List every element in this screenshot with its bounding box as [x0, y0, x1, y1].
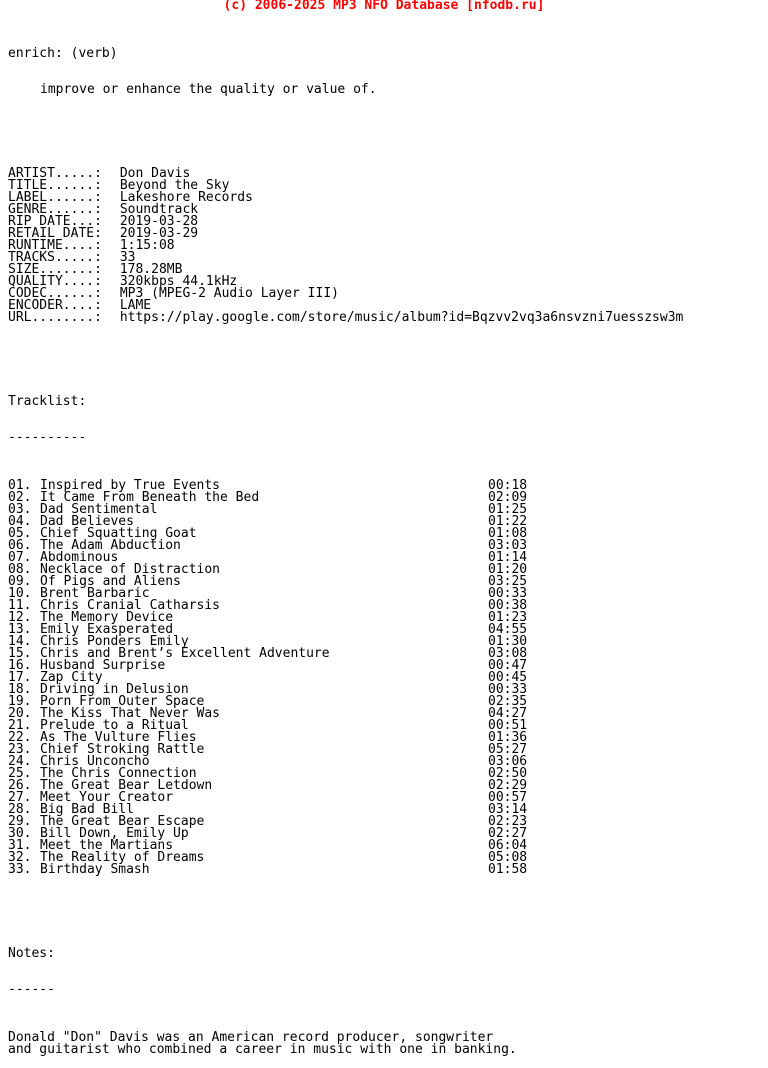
info-label: TITLE......:: [8, 178, 102, 193]
track-row: [8, 660, 683, 672]
notes-text: [8, 1032, 683, 1056]
track-duration: 00:47: [488, 658, 528, 673]
info-row: [8, 180, 683, 192]
track-number: 26.: [8, 778, 32, 793]
track-duration: 04:27: [488, 706, 528, 721]
track-title: The Kiss That Never Was: [40, 706, 221, 721]
track-duration: 01:36: [488, 730, 528, 745]
track-number: 24.: [8, 754, 32, 769]
track-title: Chris Cranial Catharsis: [40, 598, 221, 613]
track-title: Chris Ponders Emily: [40, 634, 189, 649]
track-duration: 01:20: [488, 562, 528, 577]
info-row: [8, 192, 683, 204]
track-row: [8, 840, 683, 852]
track-title: Emily Exasperated: [40, 622, 174, 637]
info-value: 2019-03-28: [119, 214, 199, 229]
info-value: LAME: [119, 298, 152, 313]
track-title: As The Vulture Flies: [40, 730, 197, 745]
info-value: MP3 (MPEG-2 Audio Layer III): [119, 286, 339, 301]
track-number: 10.: [8, 586, 32, 601]
notes-line: and guitarist who combined a career in music with one in banking.: [8, 1042, 517, 1057]
info-label: QUALITY....:: [8, 274, 102, 289]
track-number: 06.: [8, 538, 32, 553]
info-value: Lakeshore Records: [119, 190, 253, 205]
track-duration: 02:29: [488, 778, 528, 793]
track-number: 33.: [8, 862, 32, 877]
track-title: The Great Bear Escape: [40, 814, 205, 829]
track-number: 14.: [8, 634, 32, 649]
info-row: [8, 216, 683, 228]
info-label: URL........:: [8, 310, 102, 325]
track-title: The Reality of Dreams: [40, 850, 205, 865]
track-duration: 01:22: [488, 514, 528, 529]
track-row: [8, 816, 683, 828]
track-number: 23.: [8, 742, 32, 757]
track-title: Dad Sentimental: [40, 502, 158, 517]
track-number: 07.: [8, 550, 32, 565]
tracklist: [8, 480, 683, 876]
track-number: 11.: [8, 598, 32, 613]
track-duration: 00:33: [488, 682, 528, 697]
track-number: 20.: [8, 706, 32, 721]
track-number: 04.: [8, 514, 32, 529]
track-title: Husband Surprise: [40, 658, 166, 673]
track-title: Chief Stroking Rattle: [40, 742, 205, 757]
track-number: 16.: [8, 658, 32, 673]
track-duration: 00:18: [488, 478, 528, 493]
track-duration: 01:30: [488, 634, 528, 649]
track-duration: 00:33: [488, 586, 528, 601]
track-title: Of Pigs and Aliens: [40, 574, 181, 589]
track-duration: 00:57: [488, 790, 528, 805]
track-duration: 04:55: [488, 622, 528, 637]
info-value: 1:15:08: [119, 238, 175, 253]
info-value: Beyond the Sky: [119, 178, 230, 193]
track-number: 22.: [8, 730, 32, 745]
info-label: RIP DATE...:: [8, 214, 102, 229]
track-duration: 00:51: [488, 718, 528, 733]
track-title: Dad Believes: [40, 514, 134, 529]
info-label: CODEC......:: [8, 286, 102, 301]
info-row: [8, 240, 683, 252]
info-label: SIZE.......:: [8, 262, 102, 277]
track-title: It Came From Beneath the Bed: [40, 490, 260, 505]
track-number: 25.: [8, 766, 32, 781]
track-title: Bill Down, Emily Up: [40, 826, 189, 841]
info-row: [8, 252, 683, 264]
info-value: 178.28MB: [119, 262, 183, 277]
track-number: 30.: [8, 826, 32, 841]
info-row: [8, 168, 683, 180]
info-value: 33: [119, 250, 136, 265]
info-value: https://play.google.com/store/music/album?id=Bqzvv2vq3a6nsvzni7uesszsw3m: [119, 310, 684, 325]
definition-meaning: improve or enhance the quality or value of.: [40, 82, 377, 97]
info-label: RETAIL DATE:: [8, 226, 102, 241]
track-number: 32.: [8, 850, 32, 865]
track-title: Abdominous: [40, 550, 119, 565]
track-title: Brent Barbaric: [40, 586, 150, 601]
track-title: Chris and Brent’s Excellent Adventure: [40, 646, 330, 661]
track-title: Zap City: [40, 670, 103, 685]
track-number: 08.: [8, 562, 32, 577]
track-duration: 01:23: [488, 610, 528, 625]
track-row: [8, 768, 683, 780]
track-row: [8, 864, 683, 876]
blank-line: [8, 120, 683, 132]
info-label: ENCODER....:: [8, 298, 102, 313]
definition-word: enrich: (verb): [8, 46, 118, 61]
track-duration: 02:50: [488, 766, 528, 781]
notes-underline: ------: [8, 982, 55, 997]
track-row: [8, 852, 683, 864]
track-title: The Adam Abduction: [40, 538, 181, 553]
track-duration: 01:58: [488, 862, 528, 877]
info-value: Soundtrack: [119, 202, 199, 217]
track-row: [8, 780, 683, 792]
info-row: [8, 288, 683, 300]
track-title: The Memory Device: [40, 610, 174, 625]
notes-line: Donald "Don" Davis was an American record producer, songwriter: [8, 1030, 494, 1045]
info-label: GENRE......:: [8, 202, 102, 217]
track-row: [8, 828, 683, 840]
info-row: [8, 312, 683, 324]
track-duration: 05:27: [488, 742, 528, 757]
info-label: LABEL......:: [8, 190, 102, 205]
track-row: [8, 804, 683, 816]
track-title: Prelude to a Ritual: [40, 718, 189, 733]
track-title: Birthday Smash: [40, 862, 150, 877]
track-number: 03.: [8, 502, 32, 517]
track-title: The Chris Connection: [40, 766, 197, 781]
notes-heading: Notes:: [8, 946, 55, 961]
track-duration: 02:23: [488, 814, 528, 829]
info-label: ARTIST.....:: [8, 166, 102, 181]
info-value: Don Davis: [119, 166, 191, 181]
track-title: Porn From Outer Space: [40, 694, 205, 709]
track-title: Meet Your Creator: [40, 790, 174, 805]
track-number: 13.: [8, 622, 32, 637]
release-info-block: [8, 168, 683, 324]
info-value: 2019-03-29: [119, 226, 199, 241]
track-number: 21.: [8, 718, 32, 733]
track-row: [8, 792, 683, 804]
track-duration: 02:09: [488, 490, 528, 505]
track-title: Big Bad Bill: [40, 802, 134, 817]
track-title: Necklace of Distraction: [40, 562, 221, 577]
track-number: 19.: [8, 694, 32, 709]
info-label: RUNTIME....:: [8, 238, 102, 253]
track-number: 17.: [8, 670, 32, 685]
track-number: 18.: [8, 682, 32, 697]
track-duration: 01:08: [488, 526, 528, 541]
info-value: 320kbps 44.1kHz: [119, 274, 238, 289]
track-duration: 00:45: [488, 670, 528, 685]
track-duration: 03:08: [488, 646, 528, 661]
track-number: 01.: [8, 478, 32, 493]
track-number: 31.: [8, 838, 32, 853]
track-duration: 06:04: [488, 838, 528, 853]
track-title: The Great Bear Letdown: [40, 778, 213, 793]
track-title: Chief Squatting Goat: [40, 526, 197, 541]
site-header-link[interactable]: (c) 2006-2025 MP3 NFO Database [nfodb.ru]: [223, 0, 545, 13]
track-number: 15.: [8, 646, 32, 661]
info-row: [8, 204, 683, 216]
track-duration: 05:08: [488, 850, 528, 865]
track-number: 05.: [8, 526, 32, 541]
track-duration: 01:14: [488, 550, 528, 565]
track-duration: 02:35: [488, 694, 528, 709]
track-title: Driving in Delusion: [40, 682, 189, 697]
tracklist-underline: ----------: [8, 430, 87, 445]
info-row: [8, 276, 683, 288]
track-number: 12.: [8, 610, 32, 625]
track-number: 02.: [8, 490, 32, 505]
track-duration: 03:03: [488, 538, 528, 553]
track-duration: 03:06: [488, 754, 528, 769]
info-row: [8, 228, 683, 240]
nfo-document: [8, 24, 683, 1068]
track-number: 27.: [8, 790, 32, 805]
track-title: Meet the Martians: [40, 838, 174, 853]
track-title: Inspired by True Events: [40, 478, 221, 493]
blank-line: [8, 912, 683, 924]
track-duration: 01:25: [488, 502, 528, 517]
info-row: [8, 264, 683, 276]
blank-line: [8, 360, 683, 372]
track-duration: 02:27: [488, 826, 528, 841]
track-duration: 03:25: [488, 574, 528, 589]
info-label: TRACKS.....:: [8, 250, 102, 265]
track-duration: 00:38: [488, 598, 528, 613]
track-title: Chris Unconcho: [40, 754, 150, 769]
track-number: 29.: [8, 814, 32, 829]
tracklist-heading: Tracklist:: [8, 394, 87, 409]
track-duration: 03:14: [488, 802, 528, 817]
track-number: 28.: [8, 802, 32, 817]
track-number: 09.: [8, 574, 32, 589]
